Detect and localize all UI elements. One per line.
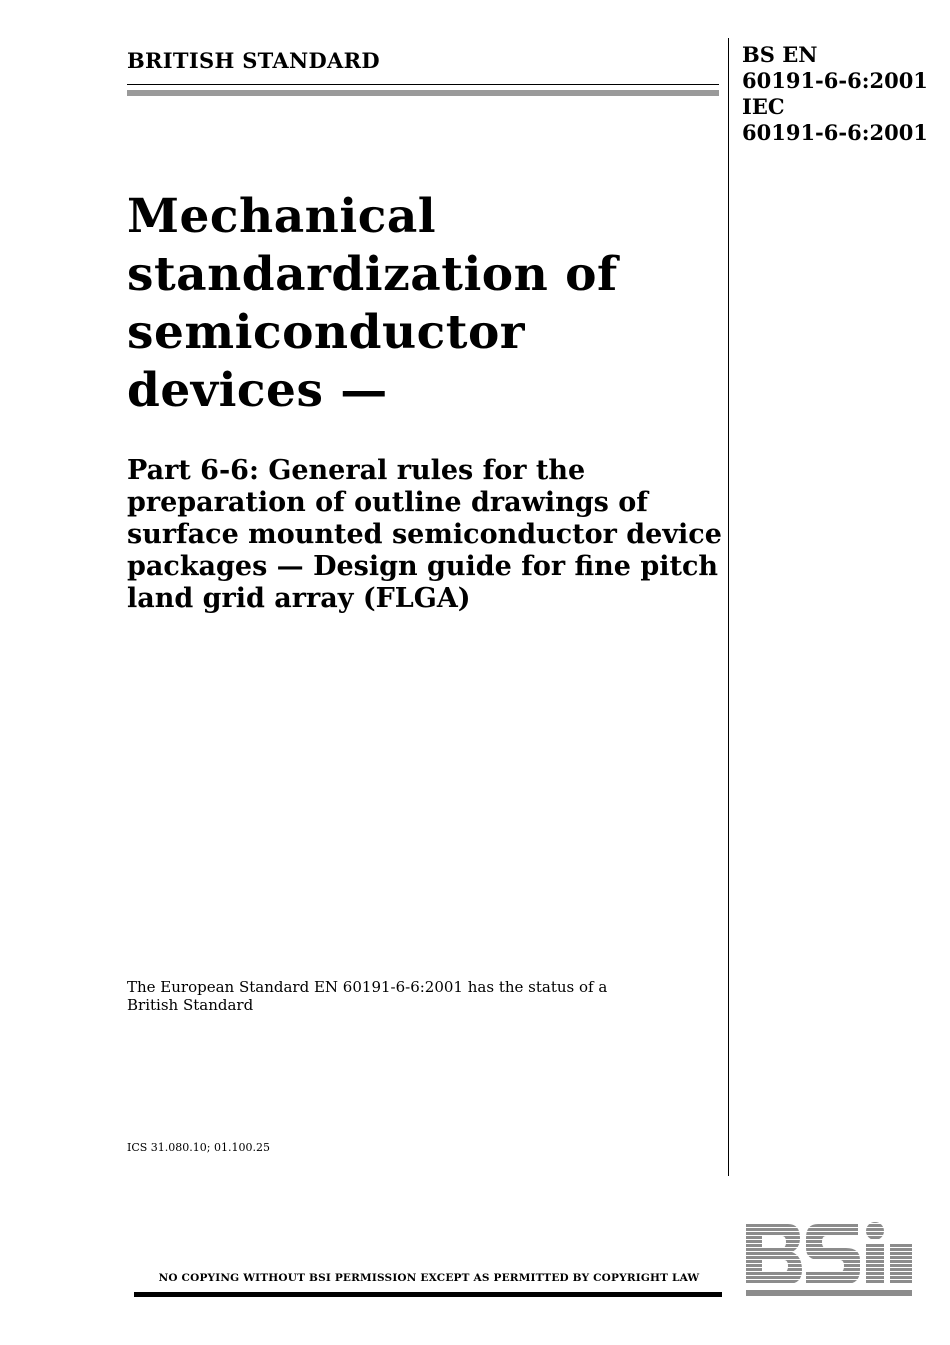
document-subtitle: Part 6-6: General rules for the preparation of outline drawings of surface mounted semiconductor device packages — Design guide for fine pitch land grid array (FLGA) — [127, 455, 722, 614]
standard-number-block — [742, 42, 928, 146]
standard-number-line: 60191-6-6:2001 — [742, 120, 928, 145]
header-grey-band — [127, 90, 719, 96]
status-statement: The European Standard EN 60191-6-6:2001 has the status of a British Standard — [127, 978, 608, 1014]
title-line: standardization of — [127, 247, 618, 302]
standard-number-line: IEC — [742, 94, 785, 119]
copyright-notice: NO COPYING WITHOUT BSI PERMISSION EXCEPT AS PERMITTED BY COPYRIGHT LAW — [158, 1272, 700, 1284]
document-title — [127, 188, 717, 420]
title-line: Mechanical — [127, 189, 437, 244]
footer-rule — [134, 1292, 722, 1297]
title-line: devices — — [127, 363, 388, 418]
title-line: semiconductor — [127, 305, 526, 360]
standard-number-line: BS EN — [742, 42, 818, 67]
margin-divider — [728, 38, 729, 1176]
header-rule — [127, 84, 719, 85]
ics-code: ICS 31.080.10; 01.100.25 — [127, 1141, 270, 1154]
bsi-logo — [744, 1220, 914, 1298]
standard-number-line: 60191-6-6:2001 — [742, 68, 928, 93]
document-type-label: BRITISH STANDARD — [127, 48, 380, 73]
